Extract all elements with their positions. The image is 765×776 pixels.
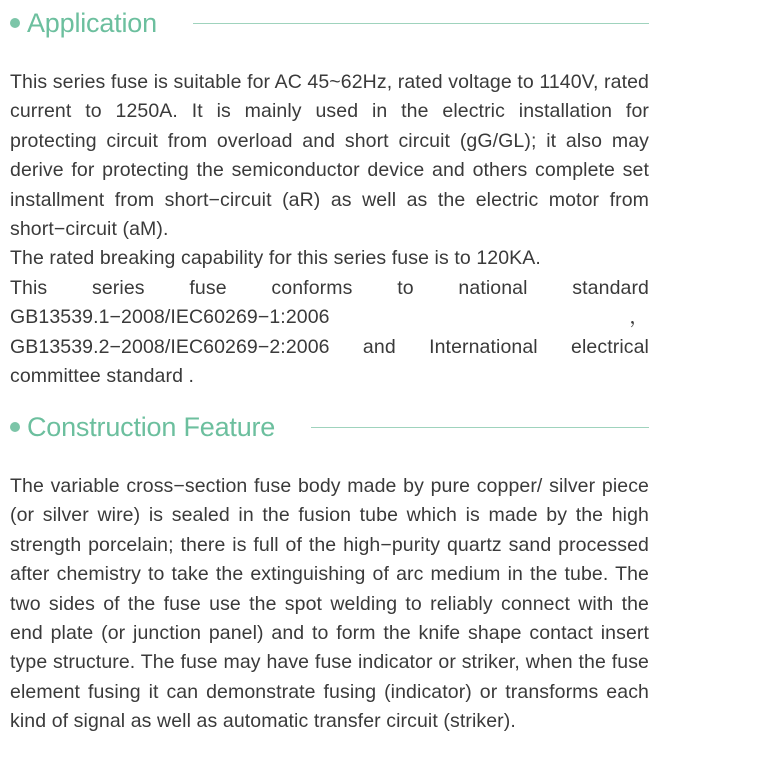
construction-body xyxy=(10,472,649,737)
construction-header xyxy=(10,407,649,447)
bullet-dot-icon xyxy=(10,422,20,432)
paragraph: The rated breaking capability for this series fuse is to 120KA. xyxy=(10,247,541,270)
section-heading-construction: Construction Feature xyxy=(27,411,276,442)
application-header xyxy=(10,3,649,43)
construction-section xyxy=(10,407,649,737)
application-body xyxy=(10,68,649,391)
heading-divider xyxy=(193,23,649,24)
paragraph: The variable cross−section fuse body made by pure copper/ silver piece (or silver wire) is sealed in the fusion tube which is made by the high strength porcelain; there is full of the high−purity quartz sand processed after chemistry to take the extinguishing of arc medium in the tube. The two sides of the fuse use the spot welding to reliably connect with the end plate (or junction panel) and to form the knife shape contact insert type structure. The fuse may have fuse indicator or striker, when the fuse element fusing it can demonstrate fusing (indicator) or transforms each kind of signal as well as automatic transfer circuit (striker). xyxy=(10,475,649,733)
paragraph: This series fuse is suitable for AC 45~62Hz, rated voltage to 1140V, rated current to 1250A. It is mainly used in the electric installation for protecting circuit from overload and short circuit (gG/GL); it also may derive for protecting the semiconductor device and others complete set installment from short−circuit (aR) as well as the electric motor from short−circuit (aM). xyxy=(10,71,649,241)
heading-divider xyxy=(311,427,649,428)
section-heading-application: Application xyxy=(27,7,157,38)
bullet-dot-icon xyxy=(10,18,20,28)
paragraph: This series fuse conforms to national standard GB13539.1−2008/IEC60269−1:2006， GB13539.2−2008/IEC60269−2:2006 and International electrical committee standard . xyxy=(10,276,649,388)
application-section xyxy=(10,3,649,391)
